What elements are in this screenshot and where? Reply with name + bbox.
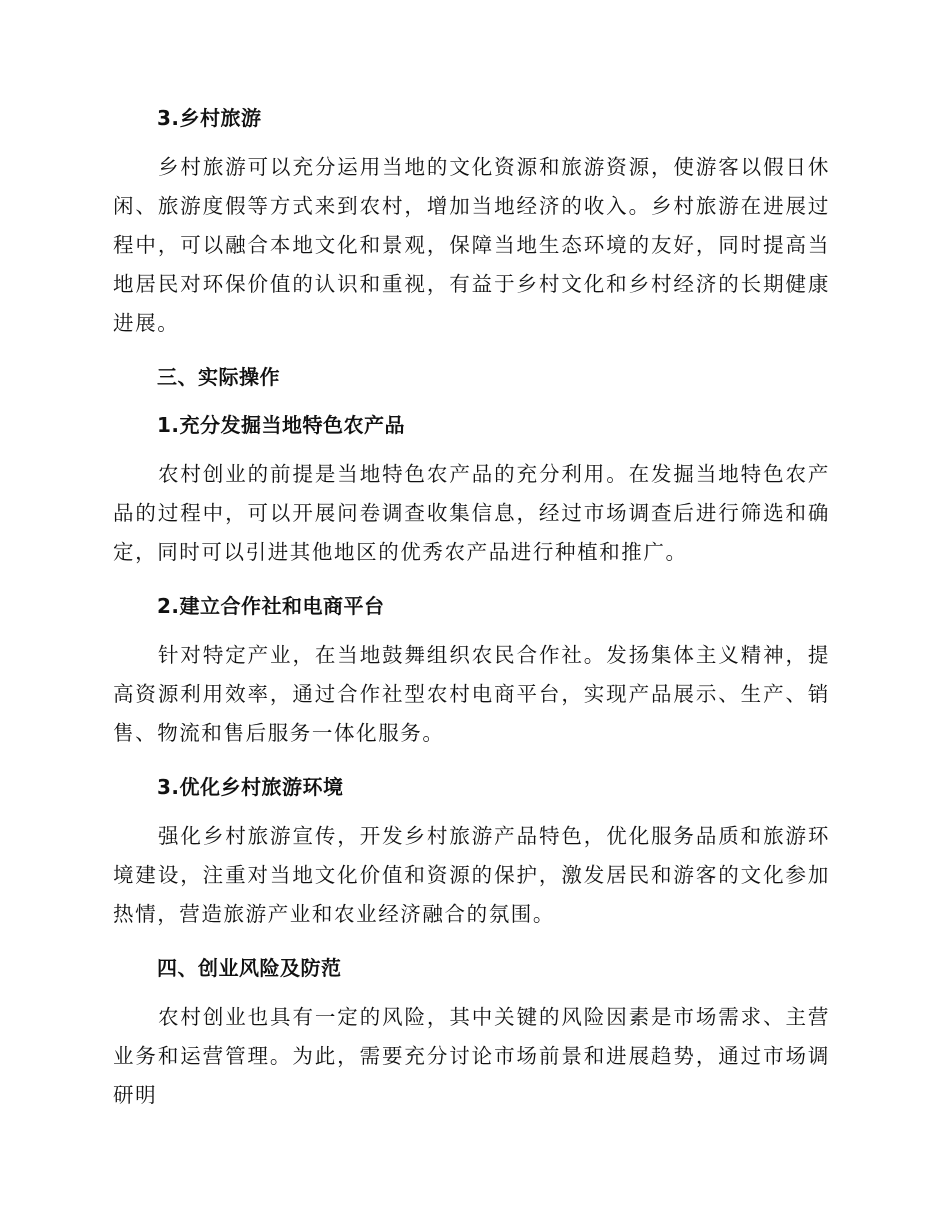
paragraph-tourism-environment: 强化乡村旅游宣传，开发乡村旅游产品特色，优化服务品质和旅游环境建设，注重对当地文化价值和资源的保护，激发居民和游客的文化参加热情，营造旅游产业和农业经济融合的氛围。 (113, 824, 830, 926)
section-heading-rural-tourism: 3.乡村旅游 (157, 106, 262, 130)
section-heading-cooperative-ecommerce: 2.建立合作社和电商平台 (157, 594, 385, 618)
section-heading-tourism-environment: 3.优化乡村旅游环境 (157, 775, 344, 799)
chapter-heading-practical-operations: 三、实际操作 (157, 365, 280, 389)
paragraph-rural-tourism: 乡村旅游可以充分运用当地的文化资源和旅游资源，使游客以假日休闲、旅游度假等方式来到农村，增加当地经济的收入。乡村旅游在进展过程中，可以融合本地文化和景观，保障当地生态环境的友好，同时提高当地居民对环保价值的认识和重视，有益于乡村文化和乡村经济的长期健康进展。 (113, 155, 830, 335)
document-page (113, 104, 830, 1115)
section-heading-local-products: 1.充分发掘当地特色农产品 (157, 413, 406, 437)
paragraph-cooperative-ecommerce: 针对特定产业，在当地鼓舞组织农民合作社。发扬集体主义精神，提高资源利用效率，通过合作社型农村电商平台，实现产品展示、生产、销售、物流和售后服务一体化服务。 (113, 643, 830, 745)
chapter-heading-risks: 四、创业风险及防范 (157, 956, 342, 980)
paragraph-risks: 农村创业也具有一定的风险，其中关键的风险因素是市场需求、主营业务和运营管理。为此，需要充分讨论市场前景和进展趋势，通过市场调研明 (113, 1005, 830, 1107)
paragraph-local-products: 农村创业的前提是当地特色农产品的充分利用。在发掘当地特色农产品的过程中，可以开展问卷调查收集信息，经过市场调查后进行筛选和确定，同时可以引进其他地区的优秀农产品进行种植和推广。 (113, 462, 830, 564)
